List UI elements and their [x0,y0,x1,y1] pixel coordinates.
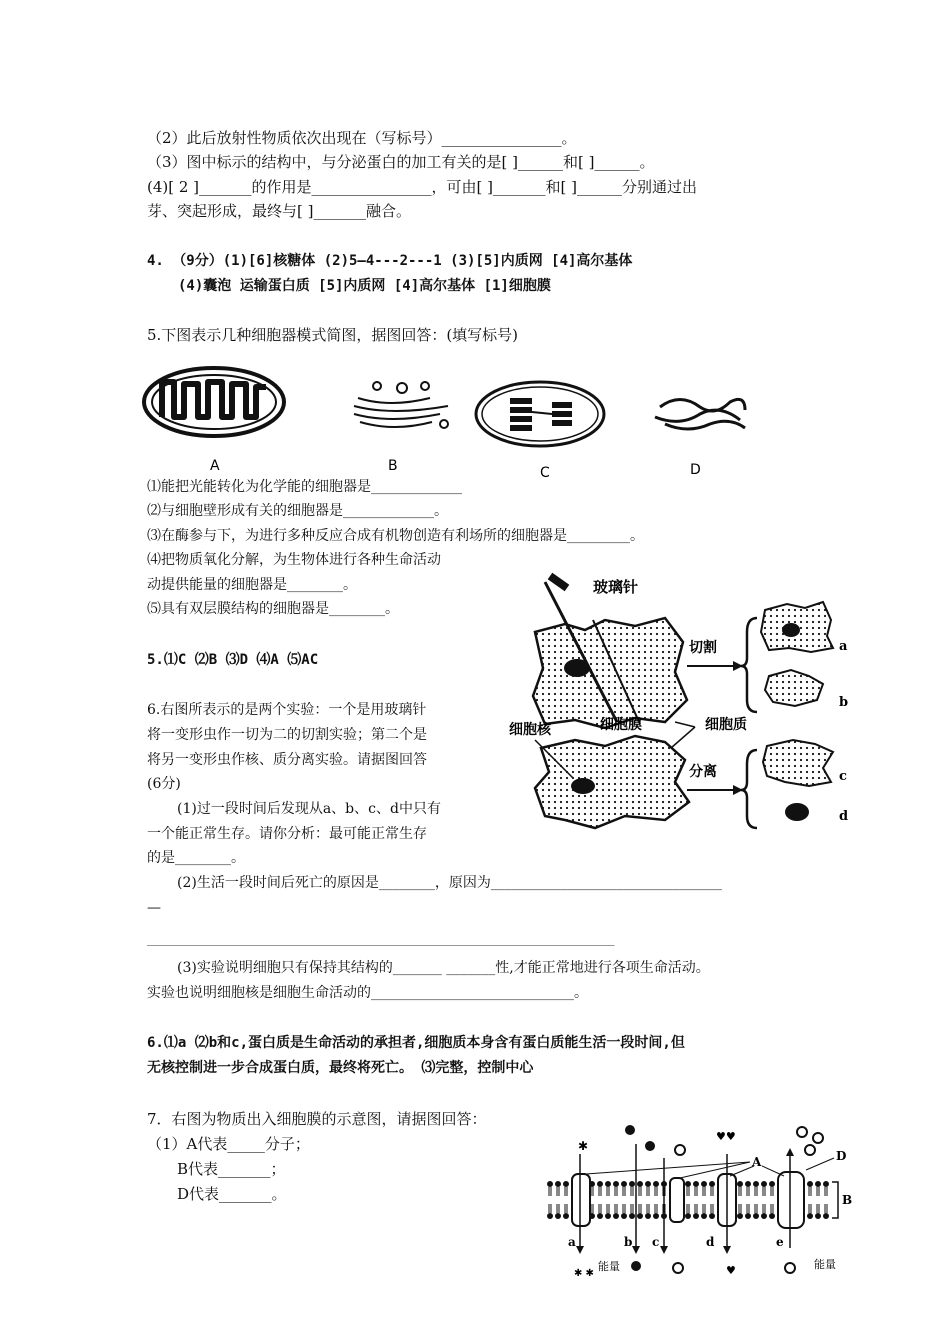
q7-part3: D代表_______。 [177,1185,287,1203]
label-C: C [540,465,550,481]
cut-label: 切割 [689,640,717,656]
cytoplasm-label: 细胞质 [705,717,747,733]
answer6-line1: 6.⑴a ⑵b和c,蛋白质是生命活动的承担者,细胞质本身含有蛋白质能生活一段时间,但 [147,1035,685,1051]
answer4-line1: 4. （9分）(1)[6]核糖体 (2)5—4---2---1 (3)[5]内质网 [4]高尔基体 [147,253,633,269]
amoeba-figure [505,572,855,842]
q5-intro: 5.下图表示几种细胞器模式简图，据图回答：(填写标号) [147,326,519,344]
q6-part1a: (1)过一段时间后发现从a、b、c、d中只有 [177,801,441,817]
membrane-transport-figure [540,1118,860,1288]
chloroplast-drawing [476,382,604,446]
q6-part2a: (2)生活一段时间后死亡的原因是________，原因为_________________________________ [177,875,722,891]
svg-text:✱: ✱ [578,1139,589,1153]
svg-text:♥♥: ♥♥ [716,1130,736,1143]
q3-line4b: 芽、突起形成，最终与[ ]_______融合。 [147,202,411,220]
q5-item1: ⑴能把光能转化为化学能的细胞器是_____________ [147,479,462,495]
fragment-b-label: b [839,695,849,710]
label-b: b [624,1235,633,1249]
q6-line4: (6分) [147,776,181,792]
golgi-drawing [354,382,448,428]
q5-item2: ⑵与细胞壁形成有关的细胞器是_____________。 [147,503,448,519]
q6-part2c: _____________________________________________________________________________________ [147,933,615,946]
label-a: a [568,1235,576,1249]
q6-line3: 将另一变形虫作核、质分离实验。请据图回答 [147,752,427,768]
mitochondrion-drawing [144,368,284,436]
q6-part1c: 的是________。 [147,850,245,866]
answer4-line2: (4)囊泡 运输蛋白质 [5]内质网 [4]高尔基体 [1]细胞膜 [178,278,551,294]
q6-part1b: 一个能正常生存。请你分析：最可能正常生存 [147,826,427,842]
q6-part3a: (3)实验说明细胞只有保持其结构的_______ _______性,才能正常地进行各项生命活动。 [177,960,710,976]
label-d: d [706,1235,715,1249]
label-A-protein: A [752,1155,762,1169]
q3-line2: （2）此后放射性物质依次出现在（写标号）________________。 [147,129,577,147]
q6-part2b: — [147,900,161,916]
label-e: e [776,1235,784,1249]
label-B: B [388,458,398,474]
q6-part3b: 实验也说明细胞核是细胞生命活动的_____________________________。 [147,985,588,1001]
q7-intro: 7．右图为物质出入细胞膜的示意图，请据图回答： [147,1110,487,1128]
needle-label: 玻璃针 [593,578,639,596]
membrane-label: 细胞膜 [600,717,642,733]
organelle-figure [140,362,760,492]
svg-text:✱ ✱: ✱ ✱ [574,1268,594,1279]
nucleus-label: 细胞核 [509,722,551,738]
q5-item5: ⑸具有双层膜结构的细胞器是________。 [147,601,399,617]
label-c: c [652,1235,660,1249]
q5-item3: ⑶在酶参与下，为进行多种反应合成有机物创造有利场所的细胞器是_________。 [147,528,644,544]
separate-label: 分离 [689,764,717,780]
label-B-membrane: B [842,1193,853,1207]
q7-part1: （1）A代表_____分子； [147,1135,310,1153]
q5-item4b: 动提供能量的细胞器是________。 [147,577,357,593]
svg-text:♥: ♥ [726,1264,736,1277]
label-D: D [690,462,701,478]
q6-line2: 将一变形虫作一切为二的切割实验；第二个是 [147,727,427,743]
answer6-line2: 无核控制进一步合成蛋白质，最终将死亡。 ⑶完整，控制中心 [147,1060,534,1076]
energy-label-2: 能量 [814,1258,836,1271]
q3-line3: （3）图中标示的结构中，与分泌蛋白的加工有关的是[ ]______和[ ]______。 [147,153,655,171]
er-drawing [655,399,745,429]
q7-part2: B代表_______； [177,1160,286,1178]
q5-item4a: ⑷把物质氧化分解，为生物体进行各种生命活动 [147,552,441,568]
fragment-c-label: c [839,769,847,784]
energy-label-1: 能量 [598,1260,620,1273]
fragment-a-label: a [839,639,848,654]
label-A: A [210,458,220,474]
q6-line1: 6.右图所表示的是两个实验：一个是用玻璃针 [147,702,427,718]
answer5: 5.⑴C ⑵B ⑶D ⑷A ⑸AC [147,652,319,668]
fragment-d-label: d [839,809,849,824]
label-D-channel: D [836,1149,847,1163]
q3-line4a: (4)[ 2 ]_______的作用是________________，可由[ ]_______和[ ]______分别通过出 [147,178,697,196]
